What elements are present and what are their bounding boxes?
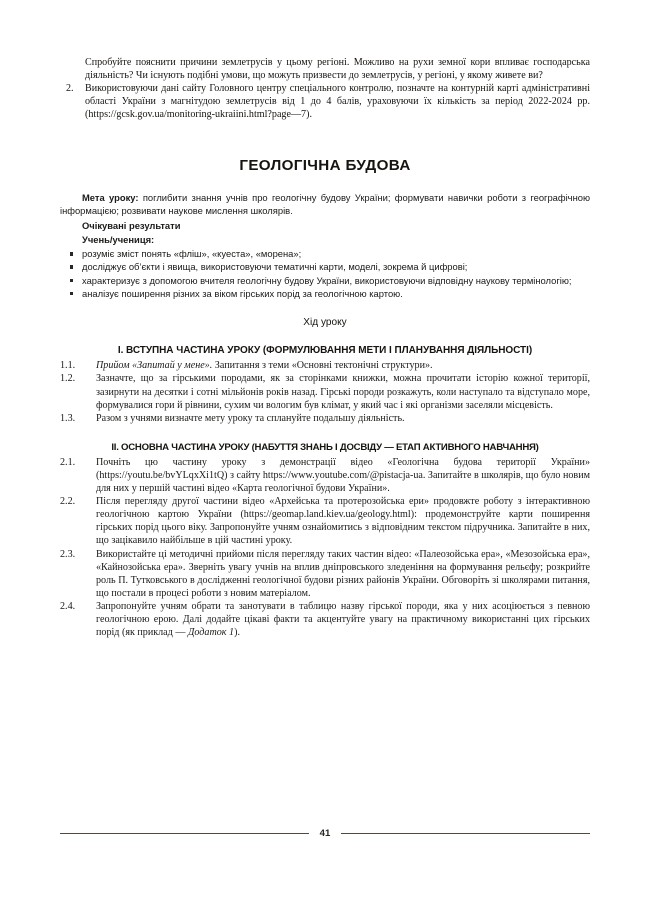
step-text-tail: ). — [234, 627, 240, 639]
footer-rule-right — [341, 833, 590, 835]
list-item-text: аналізує поширення різних за віком гірських порід за геологічною картою. — [82, 288, 403, 300]
step-2-2 — [60, 495, 590, 547]
lesson-aim-paragraph — [60, 191, 590, 218]
list-item — [60, 287, 590, 300]
footer-rule-left — [60, 833, 309, 835]
step-text: Разом з учнями визначте мету уроку та сплануйте подальшу діяльність. — [96, 412, 405, 424]
step-1-2 — [60, 372, 590, 411]
step-2-4 — [60, 600, 590, 639]
list-item-text: розуміє зміст понять «фліш», «куеста», «морена»; — [82, 248, 302, 260]
course-of-lesson-label: Хід уроку — [303, 317, 347, 329]
page-footer — [60, 828, 590, 839]
step-1-3 — [60, 412, 590, 425]
step-text: Використайте ці методичні прийоми після перегляду таких частин відео: «Палеозойська ера», «Мезозойська ера», «Кайнозойська ера». Зверніть увагу учнів на вплив дніпровського зледеніння на формування рельєфу; розкрийте роль П. Тутковського в дослідженні геологічної будови різних районів України. Обговоріть зі школярами питання, що постали в процесі роботи з новим матеріалом. — [96, 548, 590, 599]
task-item-2-number: 2. — [66, 83, 74, 94]
task-item-2-text: Використовуючи дані сайту Головного центру спеціального контролю, позначте на контурній карті адміністративні області України з магнітудою землетрусів від 1 до 4 балів, ураховуючи їх кількість за період 2022-2024 рр. (https://gcsk.gov.ua/monitoring-ukraiini.html?page—7). — [85, 83, 590, 120]
list-item — [60, 247, 590, 260]
step-text: Запропонуйте учням обрати та занотувати в таблицю назву гірської породи, яка у них асоціюється з певною геологічною ерою. Далі додайте цікаві факти та акцентуйте увагу на практичному використанні цих гірських порід (як приклад — — [96, 600, 590, 639]
task-item-2 — [60, 82, 590, 121]
list-item-text: характеризує з допомогою вчителя геологічну будову України, використовуючи відповідну наукову термінологію; — [82, 274, 572, 286]
continued-paragraph: Спробуйте пояснити причини землетрусів у цьому регіоні. Можливо на рухи земної кори впливає господарська діяльність? Чи існують подібні умови, що можуть призвести до землетрусів, у регіоні, у якому живете ви? — [85, 57, 590, 81]
list-item — [60, 274, 590, 287]
step-label: 1.2. — [60, 373, 76, 385]
expected-results-list — [60, 247, 590, 300]
step-text: Після перегляду другої частини відео «Архейська та протерозойська ери» продовжте роботу з інтерактивною геологічною картою України (https://geomap.land.kiev.ua/geology.html): продемонструйте карти поширення гірських порід цього віку. Запропонуйте учням ознайомитись з відповідним текстом підручника. Запитайте в них, що зацікавило найбільше в цій частині уроку. — [96, 496, 590, 547]
step-text: Почніть цю частину уроку з демонстрації відео «Геологічна будова території України» (https://youtu.be/bvYLqxXi1tQ) з сайту https://www.youtube.com/@pistacja-ua. Запитайте в школярів, що було новим для них у першій частині відео «Карта геологічної будови України». — [96, 456, 590, 495]
step-label: 1.3. — [60, 412, 76, 424]
expected-results-heading: Очікувані результати — [82, 219, 181, 231]
step-label: 1.1. — [60, 360, 76, 372]
section-1-steps — [60, 359, 590, 424]
step-label: 2.1. — [60, 456, 76, 468]
step-2-1 — [60, 456, 590, 495]
step-label: 2.4. — [60, 600, 76, 612]
step-text: Зазначте, що за гірськими породами, як за сторінками книжки, можна прочитати історію кожної території, зазирнути на десятки і сотні мільйонів років назад. Гірські породи розкажуть, коли наступало та відступало море, формувалися гори й рівнини, сухим чи вологим був клімат, у який час і які організми заселяли місцевість. — [96, 373, 590, 411]
list-item — [60, 260, 590, 273]
section-2-steps — [60, 456, 590, 639]
step-label: 2.3. — [60, 548, 76, 560]
square-bullet-icon — [70, 292, 73, 295]
step-italic-lead: Прийом «Запитай у мене». — [96, 360, 213, 372]
square-bullet-icon — [70, 252, 73, 255]
page-number: 41 — [319, 828, 331, 839]
step-text: Запитання з теми «Основні тектонічні структури». — [212, 360, 433, 372]
step-italic-tail: Додаток 1 — [187, 627, 235, 639]
step-2-3 — [60, 548, 590, 600]
step-1-1 — [60, 359, 590, 372]
top-task-block — [60, 56, 590, 121]
lesson-aim-label: Мета уроку: — [82, 192, 139, 203]
section-heading-1: I. ВСТУПНА ЧАСТИНА УРОКУ (ФОРМУЛЮВАННЯ МЕТИ І ПЛАНУВАННЯ ДІЯЛЬНОСТІ) — [117, 345, 533, 357]
section-heading-2: II. ОСНОВНА ЧАСТИНА УРОКУ (НАБУТТЯ ЗНАНЬ І ДОСВІДУ — ЕТАП АКТИВНОГО НАВЧАННЯ) — [111, 441, 539, 453]
step-label: 2.2. — [60, 496, 76, 508]
lesson-aim-text: поглибити знання учнів про геологічну будову України; формувати навички роботи з географічною інформацією; розвивати наукове мислення школярів. — [60, 192, 590, 217]
expected-results-subheading: Учень/учениця: — [82, 233, 155, 245]
list-item-text: досліджує об’єкти і явища, використовуючи тематичні карти, моделі, зокрема й цифрові; — [82, 261, 468, 273]
square-bullet-icon — [70, 279, 73, 282]
square-bullet-icon — [70, 265, 73, 268]
page-title: ГЕОЛОГІЧНА БУДОВА — [239, 157, 411, 174]
